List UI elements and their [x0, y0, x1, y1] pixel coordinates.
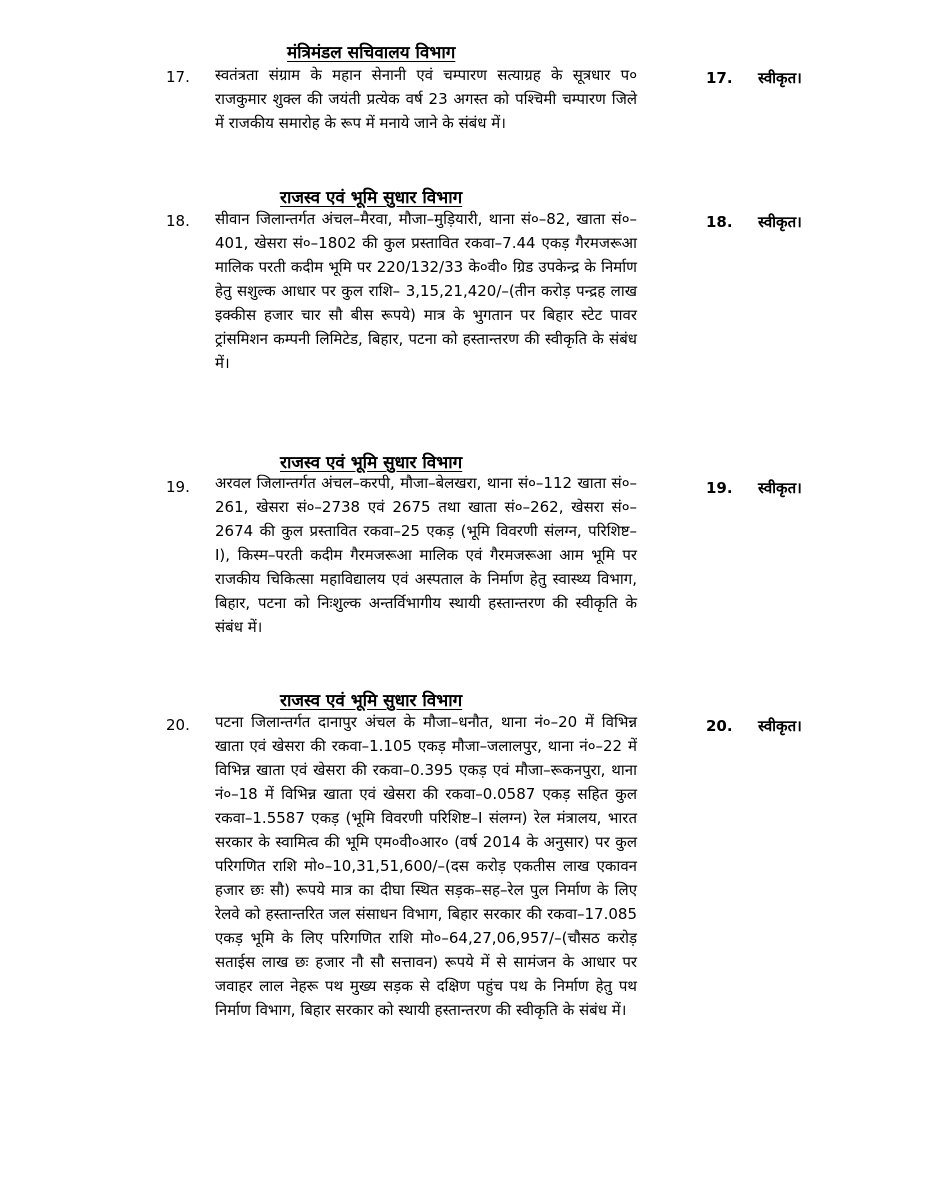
decision: [706, 478, 856, 498]
decision-number: 18.: [706, 213, 733, 231]
decision: [706, 716, 856, 736]
item-number: 17.: [166, 68, 190, 86]
decision: [706, 68, 856, 88]
decision-status: स्वीकृत।: [758, 69, 802, 87]
item-number: 19.: [166, 478, 190, 496]
department-heading: राजस्व एवं भूमि सुधार विभाग: [280, 188, 463, 208]
decision-status: स्वीकृत।: [758, 717, 802, 735]
decision-number: 20.: [706, 717, 733, 735]
item-description: अरवल जिलान्तर्गत अंचल–करपी, मौजा–बेलखरा, थाना सं०–112 खाता सं०–261, खेसरा सं०–2738 एवं 2675 तथा खाता सं०–262, खेसरा सं०–2674 की कुल प्रस्तावित रकवा–25 एकड़ (भूमि विवरणी संलग्न, परिशिष्ट–I), किस्म–परती कदीम गैरमजरूआ मालिक एवं गैरमजरूआ आम भूमि पर राजकीय चिकित्सा महाविद्यालय एवं अस्पताल के निर्माण हेतु स्वास्थ्य विभाग, बिहार, पटना को निःशुल्क अन्तर्विभागीय स्थायी हस्तान्तरण की स्वीकृति के संबंध में।: [215, 474, 637, 636]
decision-number: 19.: [706, 479, 733, 497]
item-description: स्वतंत्रता संग्राम के महान सेनानी एवं चम्पारण सत्याग्रह के सूत्रधार प० राजकुमार शुक्ल की जयंती प्रत्येक वर्ष 23 अगस्त को पश्चिमी चम्पारण जिले में राजकीय समारोह के रूप में मनाये जाने के संबंध में।: [215, 66, 637, 132]
decision-status: स्वीकृत।: [758, 213, 802, 231]
department-heading: राजस्व एवं भूमि सुधार विभाग: [280, 453, 463, 473]
department-heading: मंत्रिमंडल सचिवालय विभाग: [287, 43, 456, 63]
decision-status: स्वीकृत।: [758, 479, 802, 497]
decision-number: 17.: [706, 69, 733, 87]
item-description: सीवान जिलान्तर्गत अंचल–मैरवा, मौजा–मुड़ियारी, थाना सं०–82, खाता सं०–401, खेसरा सं०–1802 की कुल प्रस्तावित रकवा–7.44 एकड़ गैरमजरूआ मालिक परती कदीम भूमि पर 220/132/33 के०वी० ग्रिड उपकेन्द्र के निर्माण हेतु सशुल्क आधार पर कुल राशि– 3,15,21,420/–(तीन करोड़ पन्द्रह लाख इक्कीस हजार चार सौ बीस रूपये) मात्र के भुगतान पर बिहार स्टेट पावर ट्रांसमिशन कम्पनी लिमिटेड, बिहार, पटना को हस्तान्तरण की स्वीकृति के संबंध में।: [215, 210, 637, 372]
decision: [706, 212, 856, 232]
item-number: 20.: [166, 716, 190, 734]
item-description: पटना जिलान्तर्गत दानापुर अंचल के मौजा–धनौत, थाना नं०–20 में विभिन्न खाता एवं खेसरा की रकवा–1.105 एकड़ मौजा–जलालपुर, थाना नं०–22 में विभिन्न खाता एवं खेसरा की रकवा–0.395 एकड़ एवं मौजा–रूकनपुरा, थाना नं०–18 में विभिन्न खाता एवं खेसरा की रकवा–0.0587 एकड़ सहित कुल रकवा–1.5587 एकड़ (भूमि विवरणी परिशिष्ट–I संलग्न) रेल मंत्रालय, भारत सरकार के स्वामित्व की भूमि एम०वी०आर० (वर्ष 2014 के अनुसार) पर कुल परिगणित राशि मो०–10,31,51,600/–(दस करोड़ एकतीस लाख एकावन हजार छः सौ) रूपये मात्र का दीघा स्थित सड़क–सह–रेल पुल निर्माण के लिए रेलवे को हस्तान्तरित जल संसाधन विभाग, बिहार सरकार की रकवा–17.085 एकड़ भूमि के लिए परिगणित राशि मो०–64,27,06,957/–(चौसठ करोड़ सताईस लाख छः हजार नौ सौ सत्तावन) रूपये में से सामंजन के आधार पर जवाहर लाल नेहरू पथ मुख्य सड़क से दक्षिण पहुंच पथ के निर्माण हेतु पथ निर्माण विभाग, बिहार सरकार को स्थायी हस्तान्तरण की स्वीकृति के संबंध में।: [215, 713, 637, 1019]
department-heading: राजस्व एवं भूमि सुधार विभाग: [280, 691, 463, 711]
item-number: 18.: [166, 212, 190, 230]
